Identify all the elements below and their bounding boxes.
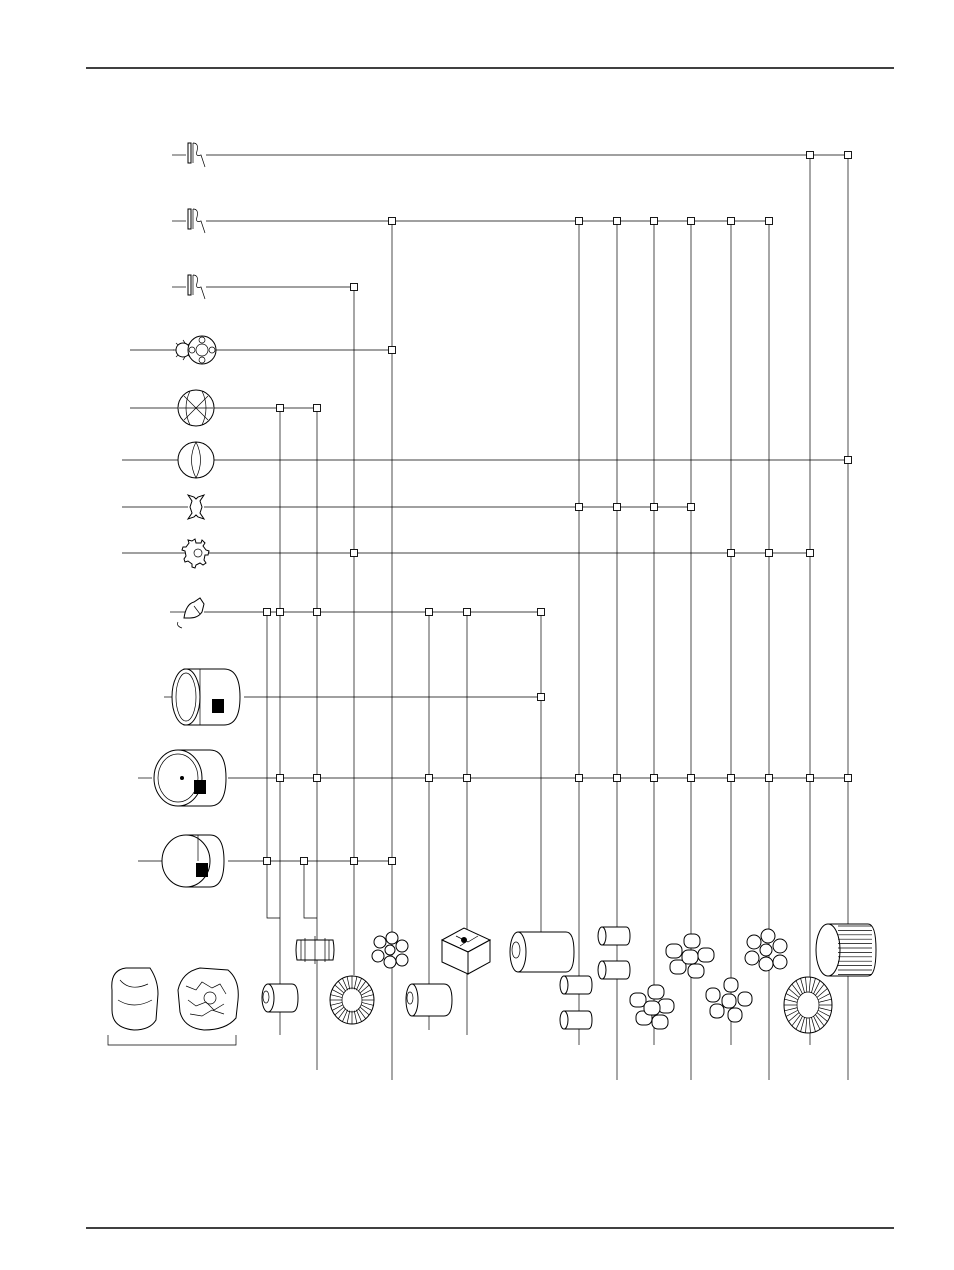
- junction-node: [728, 775, 735, 782]
- caged-ring-icon: [130, 390, 214, 426]
- column-wire: [304, 861, 317, 918]
- junction-node: [426, 609, 433, 616]
- junction-node: [651, 504, 658, 511]
- ribbed-ring-icon: [330, 976, 374, 1024]
- cylinder-icon: [598, 927, 630, 979]
- junction-node: [464, 775, 471, 782]
- junction-node: [389, 347, 396, 354]
- junction-node: [538, 609, 545, 616]
- junction-node: [766, 550, 773, 557]
- cluster-icon: [706, 978, 752, 1022]
- junction-node: [314, 609, 321, 616]
- junction-node: [766, 218, 773, 225]
- junction-node: [845, 457, 852, 464]
- cluster-icon: [630, 985, 674, 1029]
- junction-node: [728, 550, 735, 557]
- large-cylinder-icon: [510, 932, 574, 972]
- junction-node: [688, 504, 695, 511]
- cluster-icon: [745, 929, 787, 971]
- swirl-ring-icon: [172, 143, 205, 167]
- junction-node: [688, 218, 695, 225]
- ribbed-ring-icon: [784, 977, 832, 1033]
- ribbed-ring-icon: [816, 924, 876, 976]
- junction-node: [576, 504, 583, 511]
- ring-icon: [122, 442, 214, 478]
- column-wire: [267, 612, 280, 918]
- junction-node: [426, 775, 433, 782]
- gear-ring-icon: [130, 336, 216, 364]
- cylinder-icon: [560, 976, 592, 1029]
- small-cap-icon: [138, 835, 224, 887]
- swirl-ring-icon: [172, 275, 205, 299]
- cluster-icon: [372, 932, 408, 968]
- junction-node: [614, 504, 621, 511]
- junction-node: [807, 550, 814, 557]
- junction-node: [389, 218, 396, 225]
- cylinder-icon: [262, 984, 298, 1012]
- junction-node: [614, 218, 621, 225]
- junction-node: [538, 694, 545, 701]
- junction-node: [576, 775, 583, 782]
- junction-node: [301, 858, 308, 865]
- junction-node: [614, 775, 621, 782]
- large-cap-icon: [164, 669, 240, 725]
- junction-node: [314, 775, 321, 782]
- junction-node: [807, 775, 814, 782]
- junction-node: [277, 609, 284, 616]
- block-icon: [442, 928, 490, 974]
- junction-node: [651, 775, 658, 782]
- junction-node: [277, 775, 284, 782]
- clip-icon: [170, 598, 204, 628]
- junction-node: [845, 775, 852, 782]
- cluster-icon: [666, 934, 714, 978]
- junction-node: [351, 284, 358, 291]
- junction-node: [807, 152, 814, 159]
- cylinder-icon: [406, 984, 452, 1016]
- junction-node: [351, 550, 358, 557]
- junction-node: [264, 858, 271, 865]
- junction-node: [464, 609, 471, 616]
- junctions: [264, 152, 852, 865]
- junction-node: [766, 775, 773, 782]
- junction-node: [277, 405, 284, 412]
- junction-node: [576, 218, 583, 225]
- junction-node: [688, 775, 695, 782]
- cap-icon: [138, 750, 226, 806]
- junction-node: [351, 858, 358, 865]
- junction-node: [264, 609, 271, 616]
- junction-node: [651, 218, 658, 225]
- sprocket-icon: [122, 539, 209, 568]
- junction-node: [845, 152, 852, 159]
- torch-head-icon: [108, 968, 238, 1045]
- junction-node: [314, 405, 321, 412]
- junction-node: [728, 218, 735, 225]
- bead-icon: [296, 936, 334, 964]
- swirl-ring-icon: [172, 209, 205, 233]
- cross-spacer-icon: [122, 495, 204, 519]
- junction-node: [389, 858, 396, 865]
